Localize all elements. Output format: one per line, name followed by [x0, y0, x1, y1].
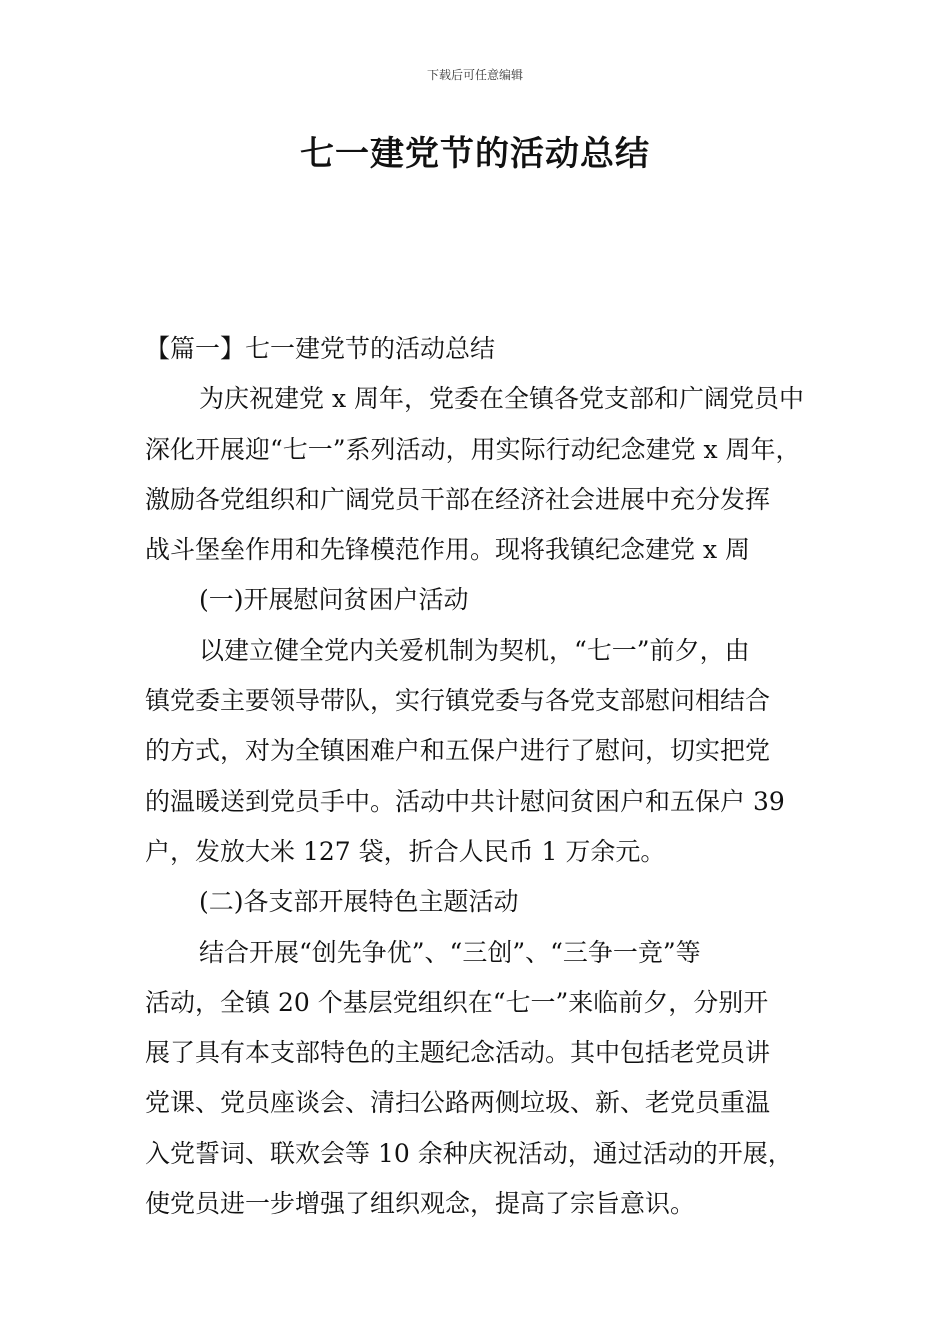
text-line: 以建立健全党内关爱机制为契机，“七一”前夕，由 — [199, 635, 750, 665]
text-line: 激励各党组织和广阔党员干部在经济社会进展中充分发挥 — [145, 484, 771, 514]
text-line: 的方式，对为全镇困难户和五保户进行了慰问，切实把党 — [145, 736, 771, 766]
section-heading: (一)开展慰问贫困户活动 — [199, 585, 469, 615]
text-line: 活动，全镇 20 个基层党组织在“七一”来临前夕，分别开 — [145, 987, 769, 1017]
text-line: 入党誓词、联欢会等 10 余种庆祝活动，通过活动的开展， — [145, 1138, 793, 1168]
document-title: 七一建党节的活动总结 — [300, 134, 650, 174]
header-note: 下载后可任意编辑 — [426, 68, 523, 82]
document-body — [145, 324, 813, 1229]
text-line: 户，发放大米 127 袋，折合人民币 1 万余元。 — [145, 836, 666, 866]
text-line: 镇党委主要领导带队，实行镇党委与各党支部慰问相结合 — [145, 686, 771, 716]
text-line: 党课、党员座谈会、清扫公路两侧垃圾、新、老党员重温 — [145, 1088, 771, 1118]
text-line: 使党员进一步增强了组织观念，提高了宗旨意识。 — [145, 1189, 696, 1219]
text-line: 展了具有本支部特色的主题纪念活动。其中包括老党员讲 — [145, 1038, 771, 1068]
text-line: 结合开展“创先争优”、“三创”、“三争一竞”等 — [199, 937, 701, 967]
text-line: 【篇一】七一建党节的活动总结 — [145, 334, 496, 363]
text-line: 的温暖送到党员手中。活动中共计慰问贫困户和五保户 39 — [145, 786, 785, 816]
text-line: 深化开展迎“七一”系列活动，用实际行动纪念建党 x 周年， — [145, 434, 801, 464]
text-line: 战斗堡垒作用和先锋模范作用。现将我镇纪念建党 x 周 — [145, 535, 750, 565]
section-heading: (二)各支部开展特色主题活动 — [199, 887, 519, 917]
text-line: 为庆祝建党 x 周年，党委在全镇各党支部和广阔党员中 — [199, 384, 804, 414]
